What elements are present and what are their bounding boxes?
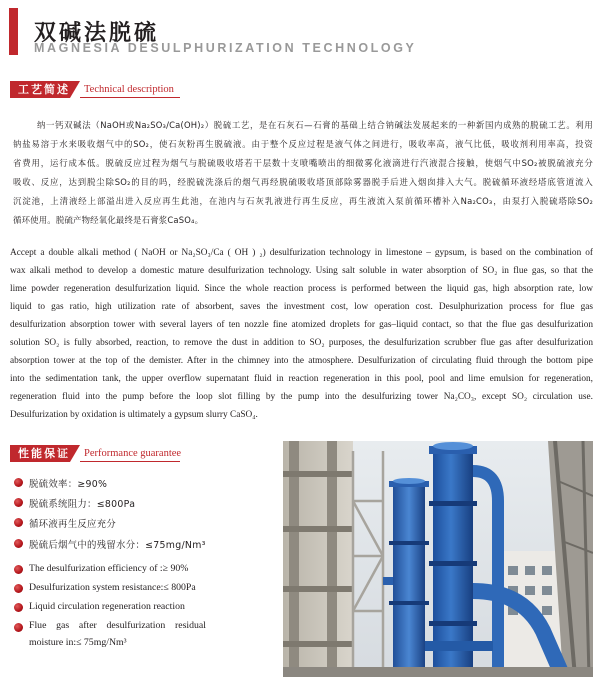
text-line: lime powder regeneration desulfurization liquid. Since the whole reaction process is performed between the liquid gas, high absorption rate, low [10, 284, 593, 294]
page-subtitle: MAGNESIA DESULPHURIZATION TECHNOLOGY [34, 41, 417, 55]
header-accent-bar [9, 8, 18, 55]
text-line: solution SO₂ is fully absorbed, reaction, to remove the dust in addition to SO₂ purposes, the desulfurization scrubber flue gas after desulfurization [10, 338, 593, 348]
section-tab-technical [10, 81, 70, 98]
text-line: 循环使用。脱硫产物经氧化最终是石膏浆CaSO₄。 [13, 215, 204, 225]
list-item: 循环液再生反应充分 [29, 519, 117, 530]
page-title: 双碱法脱硫 [34, 21, 160, 46]
text-line: wax alkali method to develop a domestic mature desulfurization technology. Using salt soluble in water absorption of SO₂ in flue gas, so that the [10, 266, 593, 276]
text-line: Accept a double alkali method ( NaOH or Na₂SO₃/Ca ( OH ) ₂) desulfurization technology in limestone – gypsum, is based on the combination of [10, 248, 593, 258]
bullet-icon [14, 565, 23, 574]
text-line: 省费用，运行成本低。脱硫反应过程为烟气与脱硫吸收塔若干层数十支喷嘴喷出的细微雾化液滴进行汽液混合接触，使烟气中SO₂被脱硫液充分 [13, 158, 593, 168]
list-item: 脱硫系统阻力：≤800Pa [29, 499, 136, 510]
list-item-continuation: moisture in:≤ 75mg/Nm³ [29, 637, 127, 648]
desulfurization-tower-photo [283, 441, 593, 677]
bullet-icon [14, 603, 23, 612]
section-title-performance-en: Performance guarantee [84, 448, 182, 459]
bullet-icon [14, 498, 23, 507]
text-line: Desulfurization by oxidation is ultimately a gypsum slurry CaSO₄. [10, 410, 258, 420]
section-tab-performance [10, 445, 70, 462]
bullet-icon [14, 539, 23, 548]
text-line: 吸收、反应，达到脱尘除SO₂的目的吗，经脱硫洗涤后的烟气再经脱硫吸收塔顶部除雾器脱手后进入烟囱排入大气。脱硫循环液经塔底管道流入 [13, 177, 593, 187]
list-item: Desulfurization system resistance:≤ 800Pa [29, 582, 196, 593]
bullet-icon [14, 478, 23, 487]
text-line: 沉淀池，上清液经上部溢出进入反应再生此池，在池内与石灰乳液进行再生反应，再生液流入泵前循环槽补入Na₂CO₃，由泵打入脱硫塔除SO₂ [13, 196, 593, 206]
tab-corner [70, 81, 80, 98]
section-title-technical-en: Technical description [84, 84, 174, 95]
text-line: regeneration fluid into the pump before the loop slot filling by the pump into the desulfurizing tower Na₂CO₃, except SO₂ circulation use. [10, 392, 593, 402]
bullet-icon [14, 623, 23, 632]
section-tab-technical-label: 工艺简述 [18, 83, 70, 96]
list-item: 脱硫效率：≥90% [29, 479, 108, 490]
list-item: Liquid circulation regeneration reaction [29, 601, 185, 612]
list-item: Flue gas after desulfurization residual [29, 620, 206, 631]
bullet-icon [14, 518, 23, 527]
text-line: desulfurization absorption tower with several layers of ten nozzle fine atomized droplets for gas–liquid contact, so that the flue gas desulfurization [10, 320, 593, 330]
list-item: 脱硫后烟气中的残留水分：≤75mg/Nm³ [29, 540, 206, 551]
text-line: 钠盐易溶于水来吸收烟气中的SO₂，使石灰粉再生脱硫液。由于整个反应过程是液气体之间进行，吸收率高，液气比低，吸收剂利用率高，投资 [13, 139, 593, 149]
section-rule [80, 97, 180, 98]
text-line: liquid to gas ratio, high utilization rate of absorbent, saves the investment cost, low operation cost. Desulphurization process for flue gas [10, 302, 593, 312]
section-tab-performance-label: 性能保证 [18, 447, 70, 460]
text-line: absorption tower at the top of the demister. After in the chimney into the atmosphere. Desulfurization of circulating fluid through the bottom pipe [10, 356, 593, 366]
text-line: 纳一钙双碱法（NaOH或Na₂SO₃/Ca(OH)₂）脱硫工艺，是在石灰石—石膏的基础上结合钠碱法发展起来的一种新国内成熟的脱硫工艺。利用 [37, 120, 593, 130]
list-item: The desulfurization efficiency of :≥ 90% [29, 563, 189, 574]
section-rule [80, 461, 180, 462]
tab-corner [70, 445, 80, 462]
text-line: into the sedimentation tank, the upper overflow supernatant fluid in reaction regeneration in this pool, pool and lime emulsion for regeneration, [10, 374, 593, 384]
bullet-icon [14, 584, 23, 593]
